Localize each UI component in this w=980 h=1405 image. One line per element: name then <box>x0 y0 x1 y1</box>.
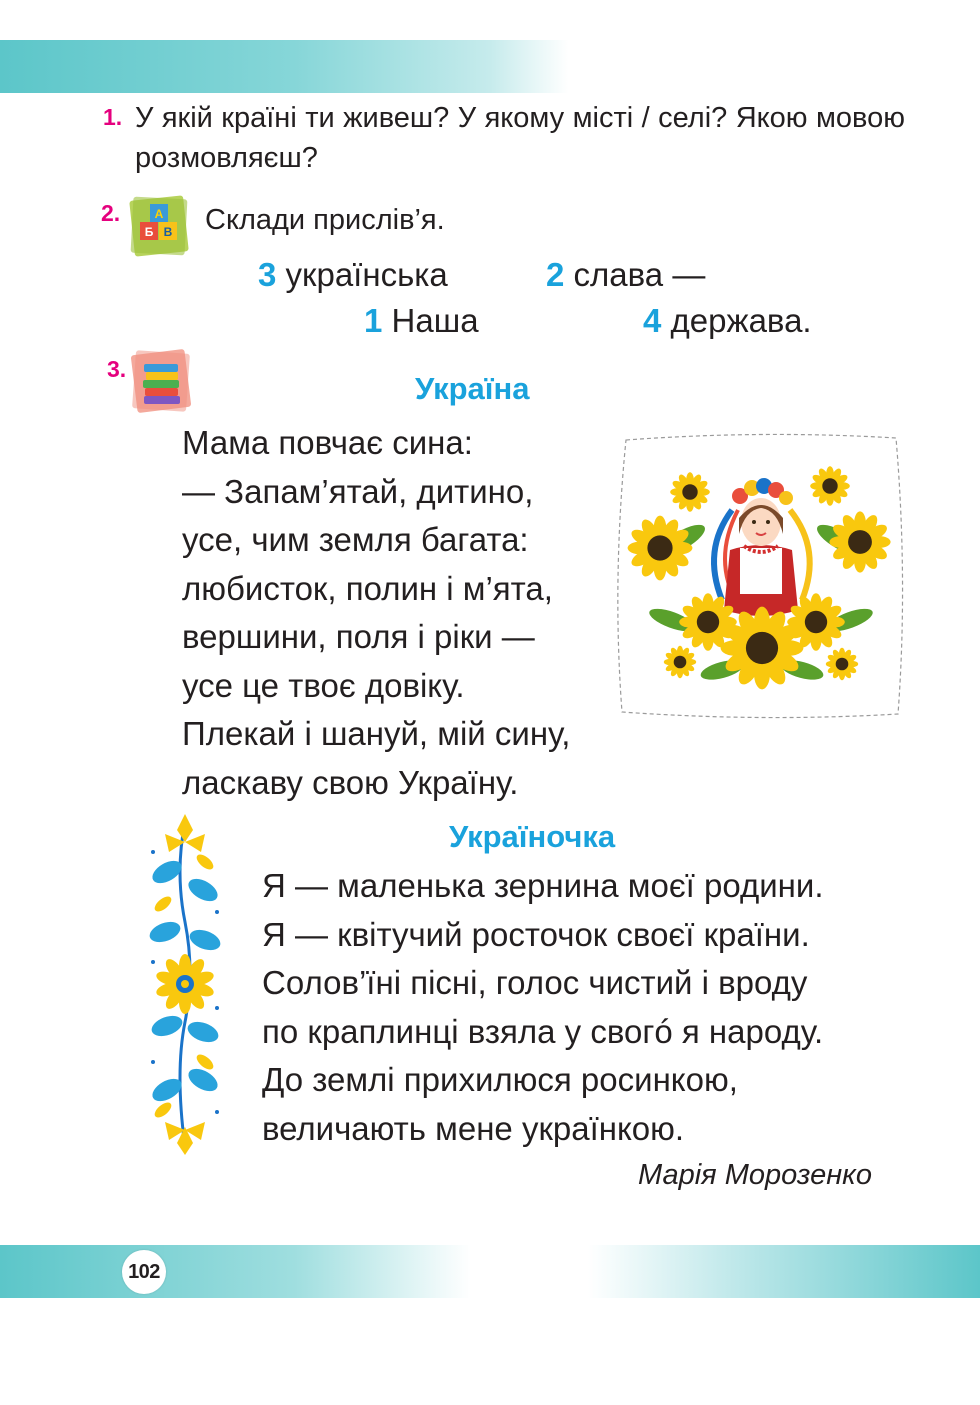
svg-text:А: А <box>154 207 164 221</box>
poem-line: вершини, поля і ріки — <box>182 618 535 655</box>
proverb-word-4 <box>643 301 812 341</box>
poem-line: Плекай і шануй, мій сину, <box>182 715 571 752</box>
proverb-word-3 <box>364 301 479 341</box>
sunflower-ornament <box>145 812 225 1157</box>
poem-1 <box>182 419 612 807</box>
poem-line: усе, чим земля багата: <box>182 521 529 558</box>
header-band <box>0 40 980 93</box>
proverb-word-number: 1 <box>364 302 383 339</box>
poem-line: ласкаву свою Україну. <box>182 763 519 801</box>
task-1-number: 1. <box>103 104 123 130</box>
proverb-word-2 <box>546 255 705 295</box>
poem-line: величають мене українкою. <box>262 1109 685 1147</box>
proverb-word-number: 2 <box>546 256 565 293</box>
poem-line: Я — квітучий росточок своєї країни. <box>262 915 810 953</box>
books-stack-icon <box>128 346 194 416</box>
girl-with-sunflowers-illustration <box>612 430 908 722</box>
poem-line: Мама повчає сина: <box>182 424 473 461</box>
poem-line: по краплинці взяла у свогó я народу. <box>262 1012 824 1050</box>
poem-2 <box>262 862 902 1153</box>
task-3-number: 3. <box>107 356 127 382</box>
proverb-word-text: українська <box>285 256 448 293</box>
poem-line: До землі прихилюся росинкою, <box>262 1061 738 1098</box>
proverb-word-text: держава. <box>670 302 812 339</box>
poem-line: любисток, полин і м’ята, <box>182 569 553 607</box>
proverb-word-1 <box>258 255 448 295</box>
alphabet-blocks-icon <box>128 192 190 258</box>
poem-author: Марія Морозенко <box>637 1159 872 1191</box>
page-number: 102 <box>122 1250 166 1294</box>
poem-line: Солов’їні пісні, голос чистий і вроду <box>262 964 808 1001</box>
proverb-word-number: 4 <box>643 302 662 339</box>
poem-2-title: Україночка <box>449 819 616 854</box>
svg-text:В: В <box>163 225 173 239</box>
poem-line: усе це твоє довіку. <box>182 666 465 704</box>
poem-1-title: Україна <box>415 371 530 406</box>
poem-line: — Запам’ятай, дитино, <box>182 472 534 510</box>
task-2-instruction: Склади прислів’я. <box>205 204 445 236</box>
proverb-word-number: 3 <box>258 256 277 293</box>
svg-text:Б: Б <box>144 225 154 239</box>
proverb-word-text: слава — <box>573 256 706 293</box>
task-2-number: 2. <box>101 200 121 226</box>
task-1-question: У якій країні ти живеш? У якому місті / селі? Якою мовою розмовляєш? <box>135 102 905 174</box>
poem-line: Я — маленька зернина моєї родини. <box>262 867 824 904</box>
proverb-word-text: Наша <box>391 302 479 339</box>
